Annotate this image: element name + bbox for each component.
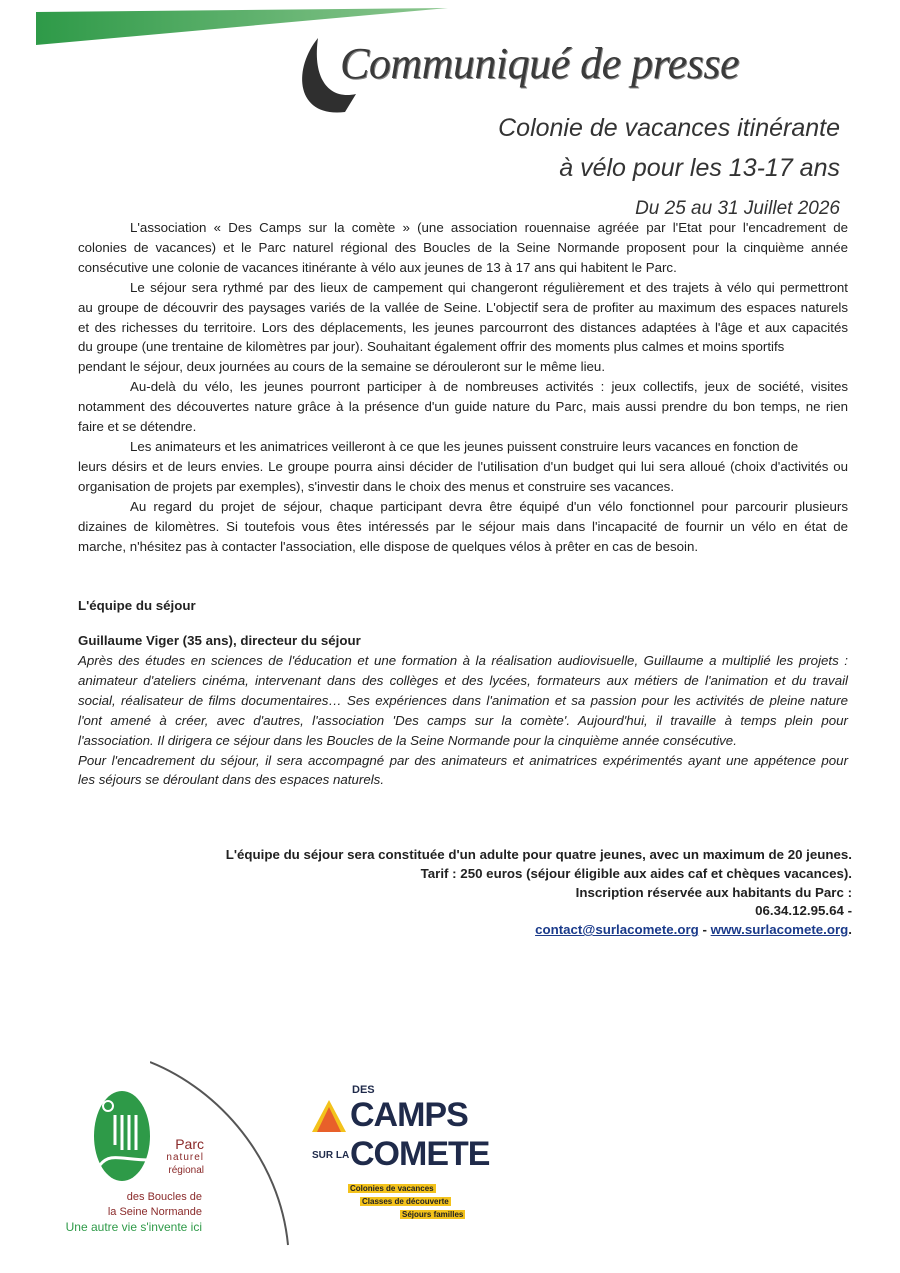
camps-tags (348, 1182, 465, 1221)
parc-slogan: Une autre vie s'invente ici (65, 1220, 202, 1234)
page-title: Communiqué de presse (340, 39, 739, 88)
subtitle-line1: Colonie de vacances itinérante (498, 114, 840, 142)
text-line: colonies de vacances) et le Parc naturel régional des Boucles de la Seine Normande proposent pour la cinquième année (78, 239, 848, 255)
camps-comete: COMETE (350, 1135, 490, 1173)
text-line: l'association. Il dirigera ce séjour dans les Boucles de la Seine Normande pour la cinquième année consécutive. (78, 732, 737, 748)
paragraph (78, 497, 848, 557)
camps-tag: Séjours familles (402, 1210, 464, 1219)
camps-tag: Colonies de vacances (350, 1184, 434, 1193)
text-line: Les animateurs et les animatrices veilleront à ce que les jeunes puissent construire leurs vacances en fonction de (130, 438, 799, 454)
text-line: Au regard du projet de séjour, chaque participant devra être équipé d'un vélo fonctionnel pour parcourir plusieurs (130, 498, 848, 514)
contact-links (226, 921, 852, 940)
text-line: leurs désirs et de leurs envies. Le groupe pourra ainsi décider de l'utilisation d'un budget qui lui sera alloué (choix d'activités ou (78, 458, 848, 474)
phone: 06.34.12.95.64 - (755, 903, 852, 919)
registration-note: Inscription réservée aux habitants du Parc : (575, 884, 852, 900)
text-line: social, réalisateur de films documentaires… Ses expériences dans l'animation et sa passion pour les activités de pleine nature (78, 692, 848, 708)
text-line: au groupe de découvrir des paysages variés de la vallée de Seine. L'objectif sera de profiter au maximum des espaces naturels (78, 299, 848, 315)
text-line: consécutive une colonie de vacances itinérante à vélo aux jeunes de 13 à 17 ans qui habitent le Parc. (78, 259, 677, 275)
dates: Du 25 au 31 Juillet 2026 (635, 198, 840, 219)
camps-tag: Classes de découverte (362, 1197, 449, 1206)
camps-surla: SUR LA (312, 1150, 350, 1161)
text-line: et des richesses du territoire. Lors des déplacements, les jeunes parcourront des distances adaptées à l'âge et aux capacités (78, 319, 848, 335)
paragraph (78, 218, 848, 278)
text-line: pendant le séjour, deux journées au cours de la semaine se dérouleront sur le même lieu. (78, 359, 606, 375)
body-text (78, 218, 848, 556)
paragraph (78, 278, 848, 378)
footer-info (226, 846, 852, 940)
parc-name (66, 1190, 202, 1235)
text-line: marche, n'hésitez pas à contacter l'association, elle dispose de quelques vélos à prêter en cas de besoin. (78, 538, 699, 554)
camps-des: DES (352, 1084, 375, 1096)
text-line: Pour l'encadrement du séjour, il sera accompagné par des animateurs et animatrices expérimentés ayant une appétence pour (78, 752, 848, 768)
text-line: L'association « Des Camps sur la comète » (une association rouennaise agréée par l'Etat pour l'encadrement de (130, 220, 848, 235)
text-line: du groupe (une trentaine de kilomètres par jour). Souhaitant également offrir des moments plus calmes et moins sportifs (78, 339, 785, 355)
website-link[interactable]: www.surlacomete.org (710, 922, 849, 938)
price: Tarif : 250 euros (séjour éligible aux aides caf et chèques vacances). (420, 865, 852, 881)
parc-emblem-icon (92, 1090, 152, 1182)
separator: - (698, 922, 711, 938)
parc-text: la Seine Normande (107, 1206, 202, 1218)
parc-wordmark (154, 1138, 204, 1177)
director-name: Guillaume Viger (35 ans), directeur du séjour (78, 633, 361, 648)
team-heading: L'équipe du séjour (78, 598, 196, 613)
director-bio (78, 651, 848, 790)
parc-text: naturel (166, 1152, 204, 1163)
text-line: organisation de projets par exemples), s'investir dans le choix des menus et construire ses vacances. (78, 478, 675, 494)
text-line: Le séjour sera rythmé par des lieux de campement qui changeront régulièrement et des trajets à vélo qui permettront (130, 279, 848, 295)
subtitle-line2: à vélo pour les 13-17 ans (559, 154, 840, 182)
team-size: L'équipe du séjour sera constituée d'un adulte pour quatre jeunes, avec un maximum de 20 jeunes. (225, 847, 852, 862)
text-line: les séjours se déroulant dans des espaces naturels. (78, 772, 385, 788)
email-link[interactable]: contact@surlacomete.org (535, 922, 699, 938)
text-line: notamment des découvertes nature grâce à la présence d'un guide nature du Parc, mais aussi prendre du bon temps, ne rien (78, 399, 848, 415)
text-line: dizaines de kilomètres. Si toutefois vous êtes intéressés par le séjour mais dans l'incapacité de fournir un vélo en état de (78, 518, 848, 534)
text-line: Au-delà du vélo, les jeunes pourront participer à de nombreuses activités : jeux collectifs, jeux de société, visites (130, 379, 848, 395)
parc-logo (65, 1088, 204, 1248)
paragraph (78, 377, 848, 437)
camps-logo (312, 1084, 502, 1234)
parc-text: Parc (175, 1136, 204, 1152)
paragraph (78, 437, 848, 497)
parc-text: régional (168, 1165, 204, 1176)
period: . (848, 922, 852, 938)
parc-text: des Boucles de (126, 1191, 202, 1203)
text-line: faire et se détendre. (78, 419, 197, 435)
text-line: Après des études en sciences de l'éducation et une formation à la réalisation audiovisuelle, Guillaume a multiplié les projets : (78, 653, 848, 668)
tent-icon (312, 1100, 346, 1134)
text-line: l'ont amené à créer, avec d'autres, l'association 'Des camps sur la comète'. Aujourd'hui, il travaille à temps plein pour (78, 712, 848, 728)
camps-wordmark: CAMPS (350, 1096, 468, 1134)
text-line: animateur d'ateliers cinéma, intervenant dans des collèges et des lycées, formateurs aux métiers de l'animation et du travail (78, 672, 848, 688)
